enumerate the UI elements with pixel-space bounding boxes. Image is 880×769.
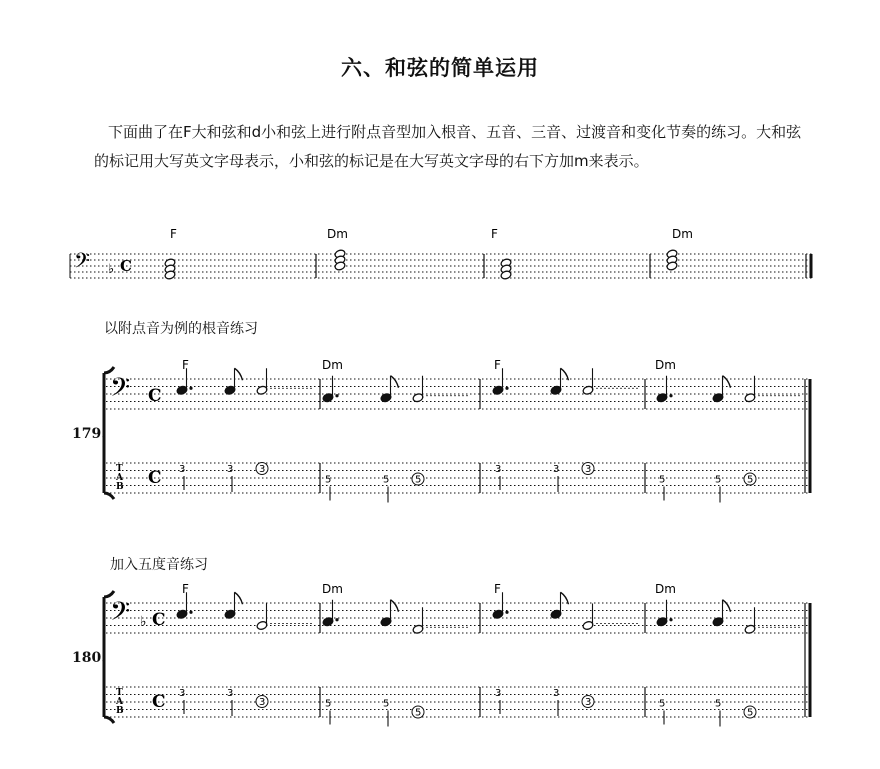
note-flag — [723, 376, 731, 388]
tab-fret-number: 3 — [495, 688, 502, 699]
chord-symbol: F — [494, 582, 501, 596]
time-signature: C — [148, 468, 162, 488]
tab-clef-letter: T — [116, 688, 123, 698]
chord-symbol: Dm — [322, 582, 343, 596]
tab-fret-number: 3 — [553, 464, 560, 475]
tab-clef-letter: A — [116, 473, 123, 483]
tab-fret-number: 3 — [553, 688, 560, 699]
note-flag — [235, 592, 243, 604]
tab-fret-number: 3 — [227, 464, 234, 475]
tab-clef-letter: B — [116, 482, 124, 492]
chord-symbol: Dm — [327, 227, 348, 241]
tab-fret-number: 3 — [585, 464, 592, 475]
tab-fret-number: 5 — [747, 707, 754, 719]
augmentation-dot — [505, 611, 508, 614]
tab-fret-number: 5 — [715, 474, 722, 486]
tab-fret-number: 3 — [179, 688, 186, 699]
tab-fret-number: 3 — [495, 464, 502, 475]
tab-fret-number: 5 — [325, 698, 332, 710]
chord-symbol: F — [182, 582, 189, 596]
section-label-root: 以附点音为例的根音练习 — [104, 321, 258, 337]
chord-symbol: Dm — [655, 582, 676, 596]
intro-text: 下面曲了在F大和弦和d小和弦上进行附点音型加入根音、五音、三音、过渡音和变化节奏的练习。大和弦的标记用大写英文字母表示，小和弦的标记是在大写英文字母的右下方加m来表示。 — [94, 123, 802, 170]
exercise-number-180: 180. — [72, 650, 107, 666]
tab-fret-number: 5 — [383, 698, 390, 710]
chord-symbol: F — [494, 358, 501, 372]
tab-clef-letter: T — [116, 464, 123, 474]
flat-sign: ♭ — [108, 262, 115, 277]
tab-fret-number: 5 — [659, 698, 666, 710]
augmentation-dot — [669, 394, 672, 397]
chord-symbol: Dm — [672, 227, 693, 241]
tab-fret-number: 3 — [227, 688, 234, 699]
chord-symbol: F — [182, 358, 189, 372]
bass-clef: 𝄢 — [110, 596, 131, 633]
tab-fret-number: 5 — [715, 698, 722, 710]
augmentation-dot — [189, 387, 192, 390]
flat-sign: ♭ — [140, 614, 147, 630]
tab-fret-number: 5 — [415, 707, 422, 719]
time-signature: C — [152, 692, 166, 712]
tab-fret-number: 5 — [747, 474, 754, 486]
section-label-fifth: 加入五度音练习 — [110, 557, 208, 573]
note-flag — [391, 376, 399, 388]
note-flag — [561, 592, 569, 604]
page-title: 六、和弦的简单运用 — [341, 56, 539, 80]
bass-clef: 𝄢 — [74, 248, 91, 278]
chord-symbol: Dm — [655, 358, 676, 372]
exercise-number-179: 179. — [72, 426, 107, 442]
tab-clef-letter: B — [116, 706, 124, 716]
note-flag — [561, 368, 569, 380]
chord-symbol: Dm — [322, 358, 343, 372]
tab-fret-number: 3 — [179, 464, 186, 475]
time-signature: C — [120, 257, 132, 275]
tab-fret-number: 5 — [415, 474, 422, 486]
augmentation-dot — [669, 618, 672, 621]
augmentation-dot — [335, 394, 338, 397]
chord-symbol: F — [491, 227, 498, 241]
augmentation-dot — [189, 611, 192, 614]
note-flag — [235, 368, 243, 380]
augmentation-dot — [505, 387, 508, 390]
tab-clef-letter: A — [116, 697, 123, 707]
note-flag — [391, 600, 399, 612]
bass-clef: 𝄢 — [110, 372, 131, 409]
tab-fret-number: 5 — [659, 474, 666, 486]
time-signature: C — [152, 610, 166, 630]
tab-fret-number: 5 — [383, 474, 390, 486]
chord-symbol: F — [170, 227, 177, 241]
tab-fret-number: 3 — [259, 697, 266, 708]
tab-fret-number: 5 — [325, 474, 332, 486]
tab-fret-number: 3 — [585, 697, 592, 708]
note-flag — [723, 600, 731, 612]
tab-fret-number: 3 — [259, 464, 266, 475]
time-signature: C — [148, 386, 162, 406]
augmentation-dot — [335, 618, 338, 621]
